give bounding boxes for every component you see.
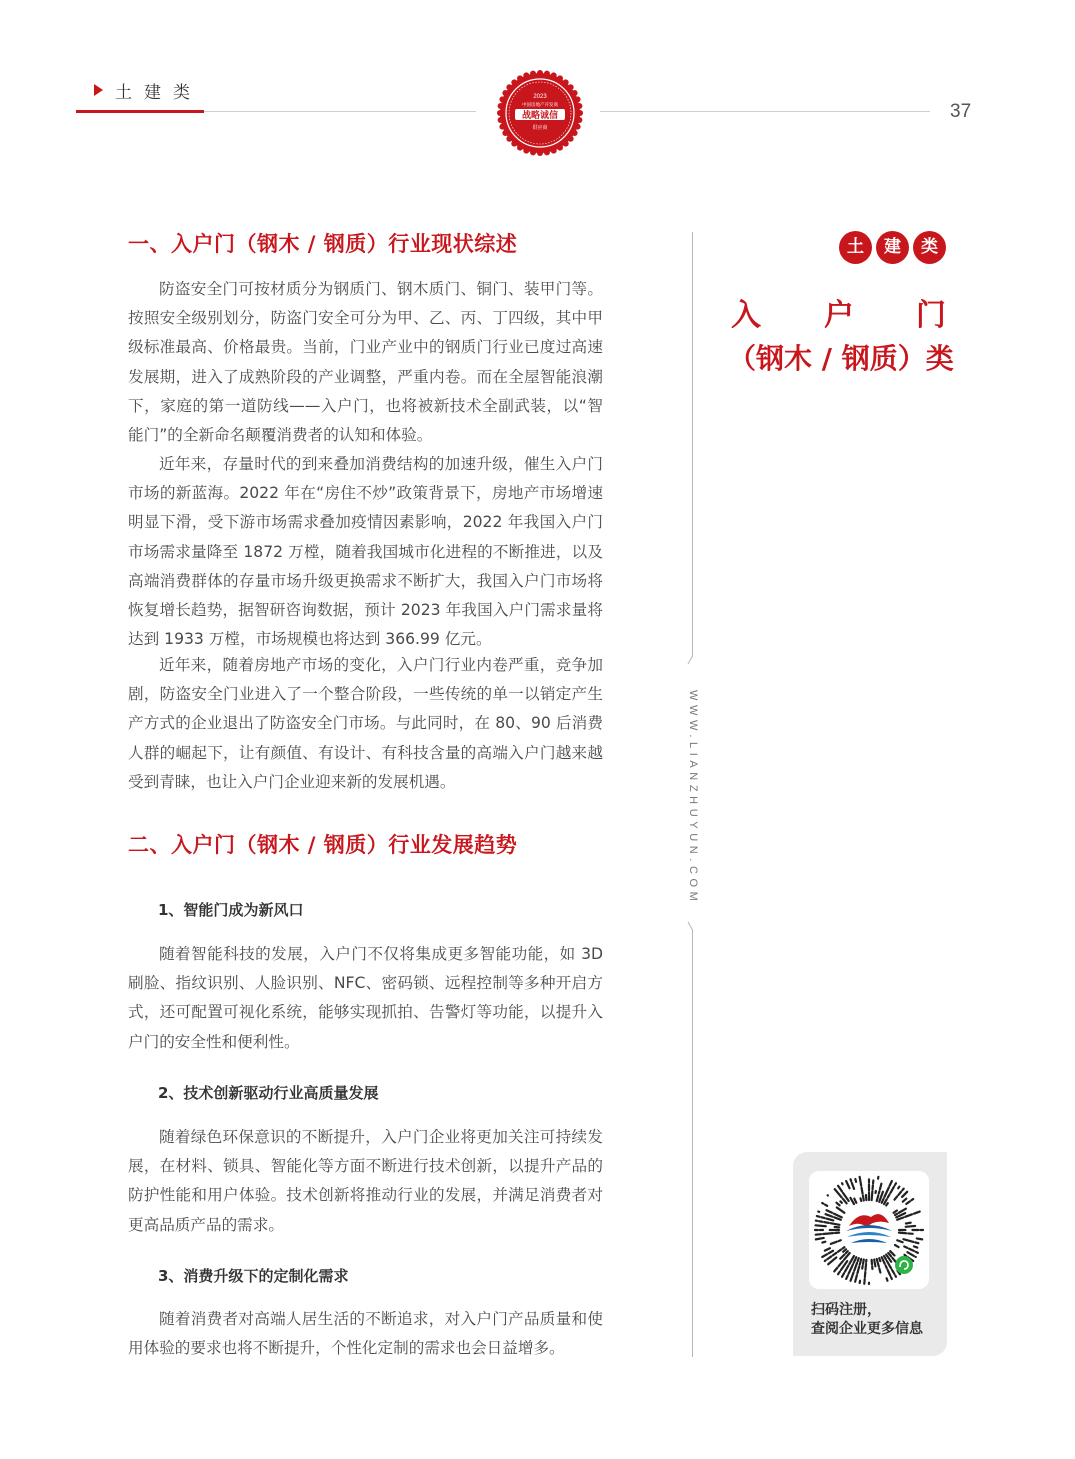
page-number: 37 [950, 101, 972, 122]
divider-notch-bottom [685, 918, 697, 934]
header-rule-right [600, 111, 930, 112]
section1-paragraph-2: 近年来，存量时代的到来叠加消费结构的加速升级，催生入户门市场的新蓝海。2022 年在“房住不炒”政策背景下，房地产市场增速明显下滑，受下游市场需求叠加疫情因素影响，2022 年我国入户门市场需求量降至 1872 万樘，随着我国城市化进程的不断推进，以及高端消费群体的存量市场升级更换需求不断扩大，我国入户门市场将恢复增长趋势，据智研咨询数据，预计 2023 年我国入户门需求量将达到 1933 万樘，市场规模也将达到 366.99 亿元。 [128, 455, 603, 649]
trend-1-heading: 1、智能门成为新风口 [158, 901, 304, 919]
section2-title: 二、入户门（钢木 / 钢质）行业发展趋势 [128, 833, 518, 857]
trend-3-text: 随着消费者对高端人居生活的不断追求，对入户门产品质量和使用体验的要求也将不断提升，个性化定制的需求也会日益增多。 [128, 1310, 603, 1358]
trend-1-text: 随着智能科技的发展，入户门不仅将集成更多智能功能，如 3D 刷脸、指纹识别、人脸识别、NFC、密码锁、远程控制等多种开启方式，还可配置可视化系统，能够实现抓拍、告警灯等功能，以提升入户门的安全性和便利性。 [128, 945, 603, 1051]
trend-2-text: 随着绿色环保意识的不断提升，入户门企业将更加关注可持续发展，在材料、锁具、智能化等方面不断进行技术创新，以提升产品的防护性能和用户体验。技术创新将推动行业的发展，并满足消费者对更高品质产品的需求。 [128, 1128, 603, 1234]
side-title-char-1: 入 [731, 298, 761, 333]
trend-2-heading: 2、技术创新驱动行业高质量发展 [158, 1084, 379, 1102]
header-accent-bar [76, 110, 204, 113]
badge-circle-1: 土 [839, 231, 872, 264]
trend-3-heading: 3、消费升级下的定制化需求 [158, 1267, 349, 1285]
mini-program-code-icon [809, 1171, 929, 1289]
seal-year: 2023 [533, 94, 547, 100]
site-url: WWW.LIANZHUYUN.COM [687, 690, 699, 906]
qr-caption-line1: 扫码注册， [811, 1302, 881, 1318]
side-title-char-3: 门 [916, 298, 946, 333]
seal-main: 战略诚信 [521, 111, 559, 121]
seal-line1: 中国房地产开发商 [522, 103, 558, 108]
header-arrow-icon [94, 84, 103, 96]
divider-top [692, 232, 693, 654]
section1-paragraph-1: 防盗安全门可按材质分为钢质门、钢木质门、铜门、装甲门等。按照安全级别划分，防盗门安全可分为甲、乙、丙、丁四级，其中甲级标准最高、价格最贵。当前，门业产业中的钢质门行业已度过高速发展期，进入了成熟阶段的产业调整，严重内卷。而在全屋智能浪潮下，家庭的第一道防线——入户门，也将被新技术全副武装，以“智能门”的全新命名颠覆消费者的认知和体验。 [128, 280, 603, 445]
badge-circle-2: 建 [876, 231, 909, 264]
qr-caption-line2: 查阅企业更多信息 [811, 1321, 923, 1337]
badge-circle-3: 类 [913, 231, 946, 264]
header-category: 土建类 [115, 83, 202, 103]
qr-caption [811, 1301, 923, 1339]
divider-notch-top [685, 652, 697, 668]
side-title-char-2: 户 [824, 298, 854, 333]
qr-code[interactable] [809, 1171, 929, 1289]
section1-paragraph-3: 近年来，随着房地产市场的变化，入户门行业内卷严重，竞争加剧，防盗安全门业进入了一个整合阶段，一些传统的单一以销定产生产方式的企业退出了防盗安全门市场。与此同时，在 80、90 后消费人群的崛起下，让有颜值、有设计、有科技含量的高端入户门越来越受到青睐，也让入户门企业迎来新的发展机遇。 [128, 656, 603, 791]
seal-badge-icon [497, 70, 583, 156]
side-subtitle: （钢木 / 钢质）类 [728, 342, 954, 375]
section1-title: 一、入户门（钢木 / 钢质）行业现状综述 [128, 232, 518, 256]
divider-bottom [692, 932, 693, 1357]
seal-sub: 供应商 [532, 125, 548, 131]
